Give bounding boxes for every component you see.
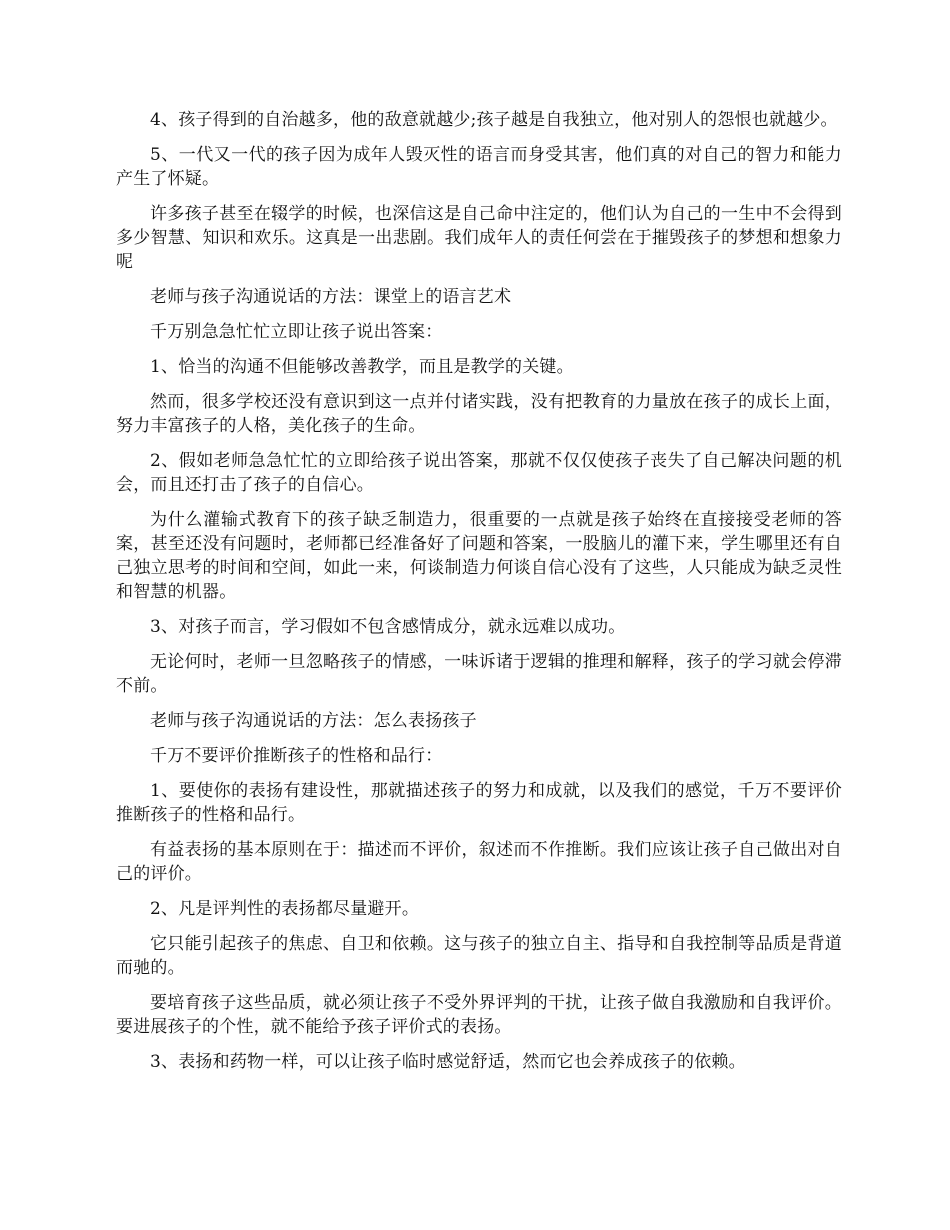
paragraph-praise-principle: 有益表扬的基本原则在于：描述而不评价，叙述而不作推断。我们应该让孩子自己做出对自己的评价。	[116, 840, 842, 884]
paragraph-communication-key: 1、恰当的沟通不但能够改善教学，而且是教学的关键。	[150, 357, 574, 377]
paragraph-avoid-judgmental-praise: 2、凡是评判性的表扬都尽量避开。	[150, 899, 420, 919]
subheading-dont-rush-answers: 千万别急急忙忙立即让孩子说出答案：	[150, 322, 443, 342]
paragraph-schools-not-aware: 然而，很多学校还没有意识到这一点并付诸实践，没有把教育的力量放在孩子的成长上面，努力丰富孩子的人格，美化孩子的生命。	[116, 392, 842, 436]
section-heading-praise: 老师与孩子沟通说话的方法：怎么表扬孩子	[150, 711, 477, 731]
paragraph-dropout-tragedy: 许多孩子甚至在辍学的时候，也深信这是自己命中注定的，他们认为自己的一生中不会得到多少智慧、知识和欢乐。这真是一出悲剧。我们成年人的责任何尝在于摧毁孩子的梦想和想象力呢	[116, 204, 842, 272]
subheading-dont-judge-character: 千万不要评价推断孩子的性格和品行：	[150, 746, 443, 766]
paragraph-praise-like-medicine: 3、表扬和药物一样，可以让孩子临时感觉舒适，然而它也会养成孩子的依赖。	[150, 1052, 746, 1072]
paragraph-destructive-language: 5、一代又一代的孩子因为成年人毁灭性的语言而身受其害，他们真的对自己的智力和能力产生了怀疑。	[116, 145, 842, 189]
paragraph-autonomy-hostility: 4、孩子得到的自治越多，他的敌意就越少;孩子越是自我独立，他对别人的怨恨也就越少。	[150, 110, 838, 130]
document-body	[116, 108, 842, 1085]
paragraph-anxiety-dependence: 它只能引起孩子的焦虑、自卫和依赖。这与孩子的独立自主、指导和自我控制等品质是背道而驰的。	[116, 934, 842, 978]
paragraph-rushing-answers: 2、假如老师急急忙忙的立即给孩子说出答案，那就不仅仅使孩子丧失了自己解决问题的机会，而且还打击了孩子的自信心。	[116, 451, 842, 495]
paragraph-ignoring-feelings: 无论何时，老师一旦忽略孩子的情感，一味诉诸于逻辑的推理和解释，孩子的学习就会停滞不前。	[116, 652, 842, 696]
paragraph-emotion-in-learning: 3、对孩子而言，学习假如不包含感情成分，就永远难以成功。	[150, 617, 626, 637]
paragraph-cultivate-qualities: 要培育孩子这些品质，就必须让孩子不受外界评判的干扰，让孩子做自我激励和自我评价。要进展孩子的个性，就不能给予孩子评价式的表扬。	[116, 993, 842, 1037]
section-heading-classroom-language: 老师与孩子沟通说话的方法：课堂上的语言艺术	[150, 287, 512, 307]
paragraph-constructive-praise: 1、要使你的表扬有建设性，那就描述孩子的努力和成就，以及我们的感觉，千万不要评价推断孩子的性格和品行。	[116, 781, 842, 825]
paragraph-cramming-education: 为什么灌输式教育下的孩子缺乏制造力，很重要的一点就是孩子始终在直接接受老师的答案，甚至还没有问题时，老师都已经准备好了问题和答案，一股脑儿的灌下来，学生哪里还有自己独立思考的时间和空间，如此一来，何谈制造力何谈自信心没有了这些，人只能成为缺乏灵性和智慧的机器。	[116, 510, 842, 602]
